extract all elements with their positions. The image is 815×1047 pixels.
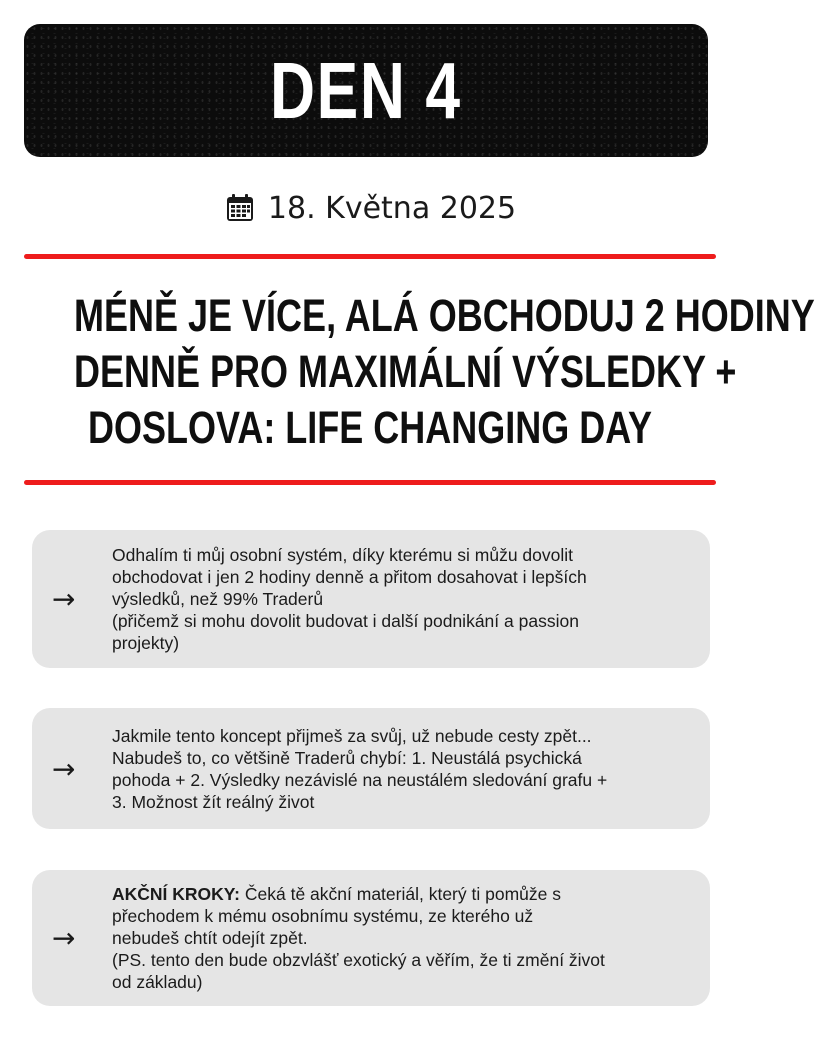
card-text-line: nebudeš chtít odejít zpět. (112, 928, 308, 948)
card-text-line (112, 883, 694, 905)
info-card (32, 530, 710, 668)
card-text-line: od základu) (112, 972, 203, 992)
card-text-line: projekty) (112, 633, 180, 653)
card-text (112, 883, 694, 993)
headline-line: MÉNĚ JE VÍCE, ALÁ OBCHODUJ 2 HODINY (74, 290, 815, 341)
day-banner (24, 24, 708, 157)
card-text-line: výsledků, než 99% Traderů (112, 589, 324, 609)
card-text-line: (přičemž si mohu dovolit budovat i další podnikání a passion (112, 611, 579, 631)
calendar-icon (224, 192, 256, 224)
arrow-right-icon: → (52, 582, 76, 616)
card-text-line: Odhalím ti můj osobní systém, díky kterému si můžu dovolit (112, 545, 573, 565)
arrow-right-icon: → (52, 752, 76, 785)
card-text-line: (PS. tento den bude obzvlášť exotický a věřím, že ti změní život (112, 950, 605, 970)
headline (0, 288, 815, 456)
headline-line: DENNĚ PRO MAXIMÁLNÍ VÝSLEDKY + (74, 346, 737, 397)
card-text (112, 544, 694, 654)
card-text-line: přechodem k mému osobnímu systému, ze kterého už (112, 906, 534, 926)
card-text-line: Jakmile tento koncept přijmeš za svůj, už nebude cesty zpět... (112, 725, 592, 746)
day-title: DEN 4 (270, 45, 462, 135)
info-card (32, 708, 710, 829)
arrow-right-icon: → (52, 921, 76, 955)
card-text (112, 725, 694, 813)
card-text-line: 3. Možnost žít reálný život (112, 791, 315, 812)
divider-bottom (24, 480, 716, 485)
card-text-fragment: Čeká tě akční materiál, který ti pomůže s (240, 884, 561, 904)
headline-line: DOSLOVA: LIFE CHANGING DAY (87, 402, 653, 453)
action-steps-label: AKČNÍ KROKY: (112, 884, 241, 904)
date-text: 18. Května 2025 (267, 190, 517, 226)
card-text-line: Nabudeš to, co většině Traderů chybí: 1. Neustálá psychická (112, 747, 582, 768)
divider-top (24, 254, 716, 259)
card-text-line: obchodovat i jen 2 hodiny denně a přitom dosahovat i lepších (112, 567, 587, 587)
action-steps-card (32, 870, 710, 1006)
card-text-line: pohoda + 2. Výsledky nezávislé na neustálém sledování grafu + (112, 769, 608, 790)
date-row (0, 186, 740, 230)
